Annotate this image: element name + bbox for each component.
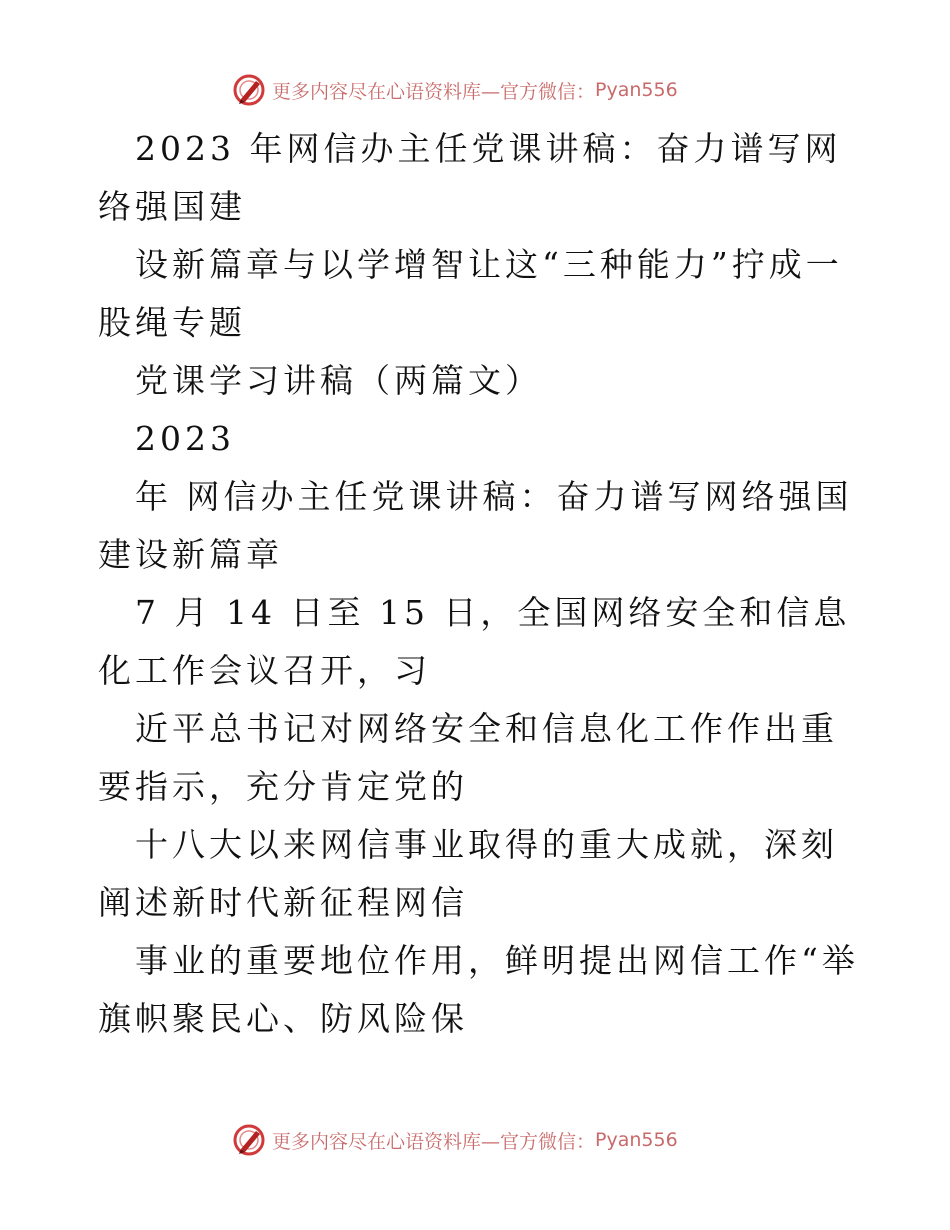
paragraph: 事业的重要地位作用，鲜明提出网信工作“举旗帜聚民心、防风险保 — [98, 941, 859, 1038]
footer-watermark — [232, 1122, 678, 1158]
pen-seal-icon — [232, 73, 266, 107]
watermark-text: 更多内容尽在心语资料库—官方微信： — [272, 1130, 596, 1153]
watermark-text: 更多内容尽在心语资料库—官方微信： — [272, 80, 596, 103]
paragraph: 2023 年网信办主任党课讲稿：奋力谱写网络强国建 — [98, 129, 842, 226]
paragraph: 2023 — [135, 419, 235, 458]
paragraph: 十八大以来网信事业取得的重大成就，深刻阐述新时代新征程网信 — [98, 825, 838, 922]
pen-seal-icon — [232, 1123, 266, 1157]
paragraph: 设新篇章与以学增智让这“三种能力”拧成一股绳专题 — [98, 245, 843, 342]
paragraph: 党课学习讲稿（两篇文） — [135, 361, 542, 400]
watermark-wechat-id: Pyan556 — [595, 79, 678, 101]
paragraph: 7 月 14 日至 15 日，全国网络安全和信息化工作会议召开，习 — [98, 593, 851, 690]
watermark-wechat-id: Pyan556 — [595, 1129, 678, 1151]
document-body — [98, 120, 868, 1048]
header-watermark — [232, 72, 678, 108]
paragraph: 年 网信办主任党课讲稿：奋力谱写网络强国建设新篇章 — [98, 477, 853, 574]
paragraph: 近平总书记对网络安全和信息化工作作出重要指示，充分肯定党的 — [98, 709, 838, 806]
